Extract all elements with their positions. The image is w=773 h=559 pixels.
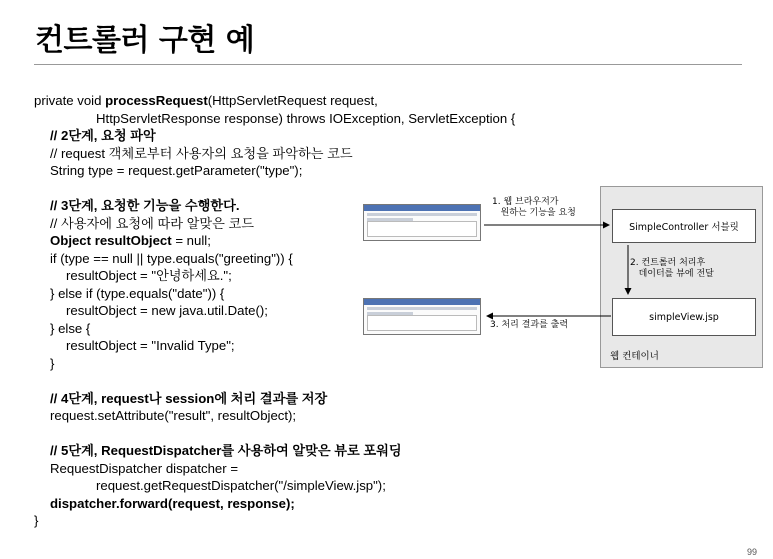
page-number: 99 [746,547,757,557]
code-line: resultObject = new java.util.Date(); [66,303,268,318]
step3-label: 3. 처리 결과를 출력 [490,320,569,330]
code-comment: // request 객체로부터 사용자의 요청을 파악하는 코드 [50,145,353,161]
slide-title: 컨트롤러 구현 예 [35,23,255,58]
code-line: HttpServletResponse response) throws IOException, ServletException { [96,110,516,126]
code-line: Object resultObject = null; [50,233,211,248]
code-line: private void processRequest(HttpServletRequest request, [34,93,378,108]
code-line: if (type == null || type.equals("greeting")) { [50,250,293,266]
code-line: } else if (type.equals("date")) { [50,285,225,301]
code-line: } [50,355,55,371]
code-line: request.getRequestDispatcher("/simpleView.jsp"); [96,478,386,493]
code-line: dispatcher.forward(request, response); [50,495,295,511]
code-line: resultObject = "안녕하세요."; [66,268,232,283]
step2-label: 2. 컨트롤러 처리후 데이터를 뷰에 전달 [630,258,714,279]
code-line: resultObject = "Invalid Type"; [66,338,235,353]
code-line: } [34,513,39,528]
step1-label: 1. 웹 브라우저가 원하는 기능을 요청 [492,197,576,218]
code-line: RequestDispatcher dispatcher = [50,460,239,476]
view-box: simpleView.jsp [612,298,756,336]
code-comment: // 3단계, 요청한 기능을 수행한다. [50,198,240,213]
code-comment: // 4단계, request나 session에 처리 결과를 저장 [50,390,328,406]
code-line: request.setAttribute("result", resultObject); [50,408,297,423]
code-line: String type = request.getParameter("type"); [50,163,303,178]
code-line: } else { [50,320,91,336]
container-label: 웹 컨테이너 [610,351,659,362]
servlet-box: SimpleController 서블릿 [612,209,756,243]
code-comment: // 5단계, RequestDispatcher를 사용하여 알맞은 뷰로 포워딩 [50,443,402,458]
code-comment: // 2단계, 요청 파악 [50,128,156,143]
code-comment: // 사용자에 요청에 따라 알맞은 코드 [50,215,254,231]
